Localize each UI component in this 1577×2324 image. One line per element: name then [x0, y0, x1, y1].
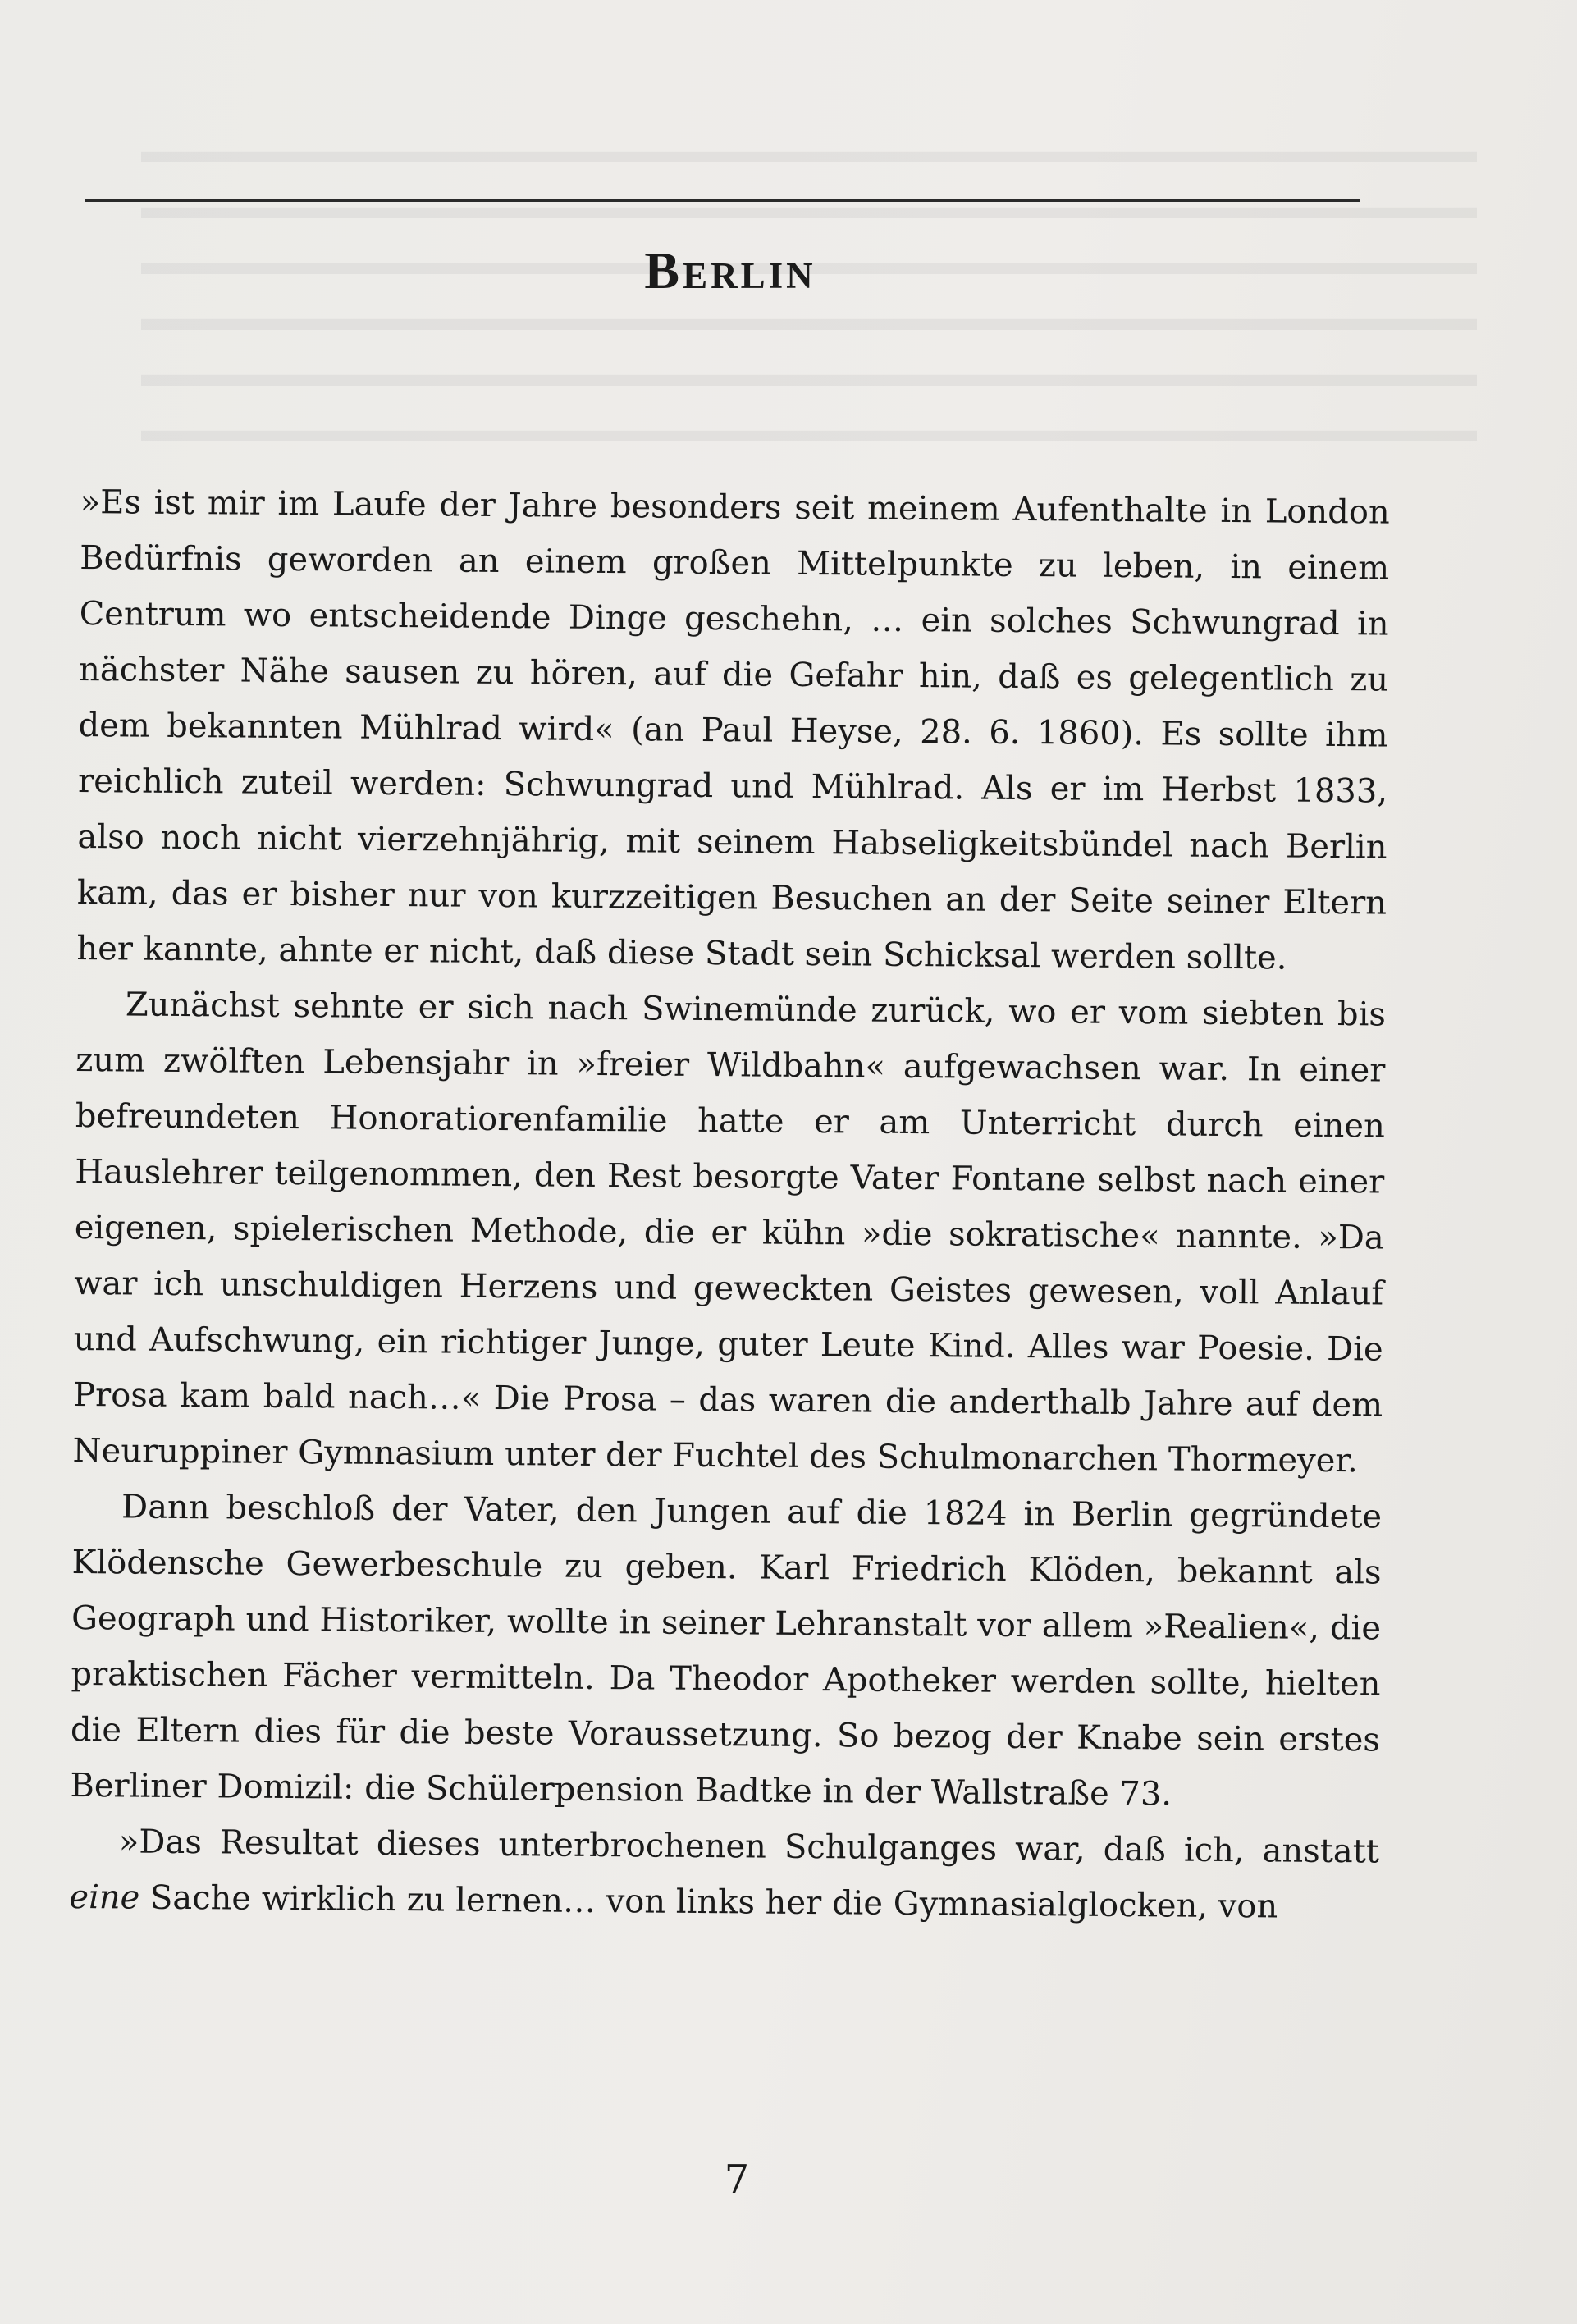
body-text	[69, 474, 1390, 1935]
text-segment: Dann beschloß der Vater, den Jungen auf die 1824 in Berlin gegründete Klödensche Gewerbeschule zu geben. Karl Friedrich Klöden, bekannt als Geograph und Historiker, wollte in seiner Lehranstalt vor allem »Realien«, die praktischen Fächer vermitteln. Da Theodor Apotheker werden sollte, hielten die Eltern dies für die beste Voraussetzung. So bezog der Knabe sein erstes Berliner Domizil: die Schülerpension Badtke in der Wallstraße 73.	[70, 1488, 1383, 1814]
text-segment: »Das Resultat dieses unterbrochenen Schulganges war, daß ich, anstatt	[118, 1823, 1380, 1871]
header-rule	[85, 199, 1360, 202]
text-segment: »Es ist mir im Laufe der Jahre besonders seit meinem Aufenthalte in London Bedürfnis geworden an einem großen Mittelpunkte zu leben, in einem Centrum wo entscheidende Dinge geschehn, … ein solches Schwungrad in nächster Nähe sausen zu hören, auf die Gefahr hin, daß es gelegentlich zu dem bekannten Mühlrad wird« (an Paul Heyse, 28. 6. 1860). Es sollte ihm reichlich zuteil werden: Schwungrad und Mühlrad. Als er im Herbst 1833, also noch nicht vierzehnjährig, mit seinem Habseligkeitsbündel nach Berlin kam, das er bisher nur von kurzzeitigen Besuchen an der Seite seiner Eltern her kannte, ahnte er nicht, daß diese Stadt sein Schicksal werden sollte.	[76, 483, 1390, 977]
page-number: 7	[724, 2157, 750, 2203]
paragraph	[76, 474, 1390, 987]
italic-emphasis: eine	[69, 1878, 140, 1917]
chapter-title: Berlin	[644, 241, 816, 300]
text-segment: Zunächst sehnte er sich nach Swinemünde zurück, wo er vom siebten bis zum zwölften Lebensjahr in »freier Wildbahn« aufgewachsen war. In einer befreundeten Honoratiorenfamilie hatte er am Unterricht durch einen Hauslehrer teilgenommen, den Rest besorgte Vater Fontane selbst nach einer eigenen, spielerischen Methode, die er kühn »die sokratische« nannte. »Da war ich unschuldigen Herzens und geweckten Geistes gewesen, voll Anlauf und Aufschwung, ein richtiger Junge, guter Leute Kind. Alles war Poesie. Die Prosa kam bald nach…« Die Prosa – das waren die anderthalb Jahre auf dem Neuruppiner Gymnasium unter der Fuchtel des Schulmonarchen Thormeyer.	[72, 986, 1387, 1480]
paragraph	[69, 1814, 1379, 1936]
text-segment: Sache wirklich zu lernen… von links her die Gymnasialglocken, von	[139, 1878, 1278, 1926]
paragraph	[70, 1479, 1382, 1824]
paragraph	[72, 977, 1386, 1489]
